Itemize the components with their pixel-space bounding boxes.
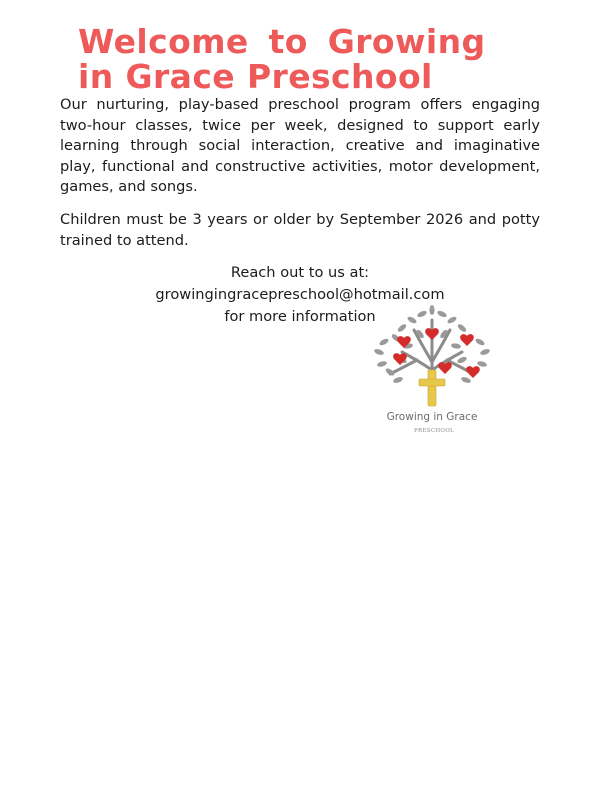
logo-name: Growing in Grace [386,411,478,423]
tree-with-cross-and-hearts-icon [362,300,502,440]
page-title [78,24,548,94]
contact-email: growingingracepreschool@hotmail.com [155,286,445,303]
contact-footer: for more information [224,308,376,325]
title-line-1: Welcome to Growing [78,22,486,61]
title-line-2: in Grace Preschool [78,57,433,96]
contact-heading: Reach out to us at: [230,264,370,281]
logo-subtitle: PRESCHOOL [414,428,454,434]
intro-paragraph: Our nurturing, play-based preschool program offers engaging two-hour classes, twice per week, designed to support early learning through social interaction, creative and imaginative play, functional and constructive activities, motor development, games, and songs. [60,96,540,196]
preschool-logo [362,300,502,440]
eligibility-paragraph: Children must be 3 years or older by September 2026 and potty trained to attend. [60,211,540,249]
